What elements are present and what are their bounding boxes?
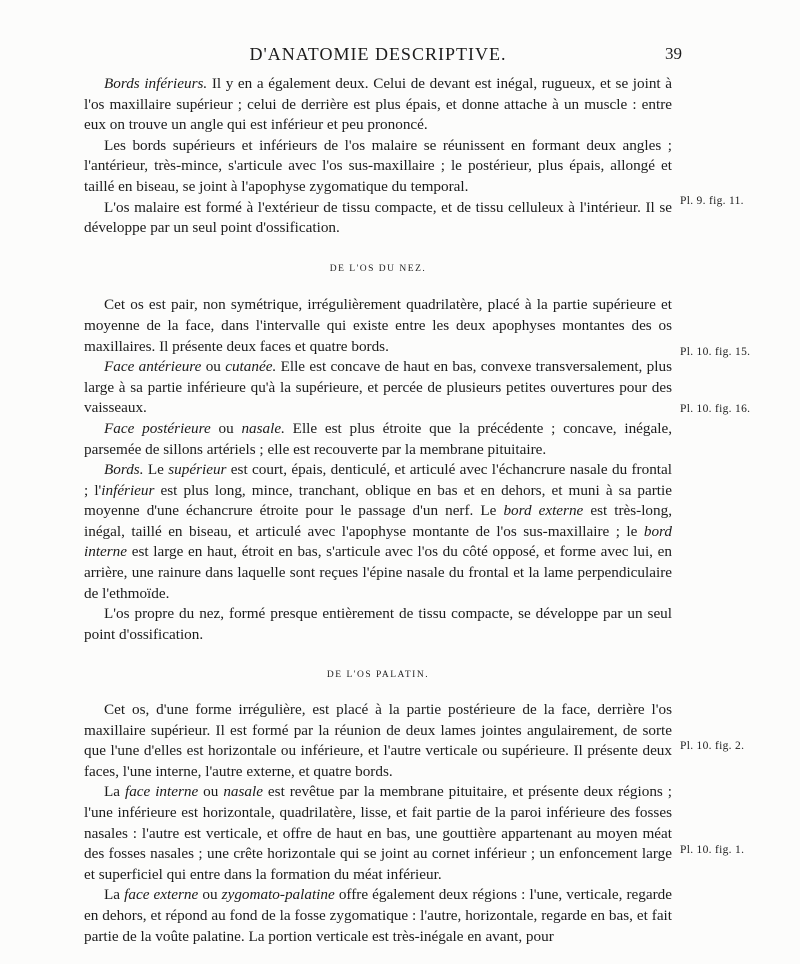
plate-reference: Pl. 10. fig. 1. <box>680 844 745 856</box>
paragraph-text: Elle est concave de haut en bas, convexe transversalement, plus large à sa partie inférieure qu'à la supérieure, et percée de plusieurs petites ouvertures pour des vaisseaux. <box>84 358 672 417</box>
italic-term: face externe <box>124 886 199 904</box>
paragraph-text: Elle est plus étroite que la précédente ; concave, inégale, parsemée de sillons artériels ; elle est recouverte par la membrane pituitaire. <box>84 419 673 458</box>
paragraph-palatin-intro: Cet os, d'une forme irrégulière, est placé à la partie postérieure de la face, derrière l'os maxillaire supérieur. Il est formé par la réunion de deux lames jointes angulairement, de sorte que l'une d'elles est horizontale ou inférieure, et l'autre verticale ou supérieure. Il présente deux faces, l'une interne, l'autre externe, et quatre bords. <box>84 701 672 780</box>
paragraph-text: La <box>104 886 125 904</box>
paragraph-bords-inferieurs <box>84 74 672 136</box>
paragraph-text: ou <box>201 358 226 376</box>
plate-reference: Pl. 10. fig. 2. <box>680 740 745 752</box>
page-header <box>84 44 682 70</box>
paragraph-text: Il y en a également deux. Celui de devant est inégal, rugueux, et se joint à l'os maxillaire supérieur ; celui de derrière est plus épais, et donne attache à un muscle : entre eux on trouve un angle qui est inférieur et peu prononcé. <box>84 75 673 134</box>
paragraph-text: est court, épais, denticulé, et articulé avec l'échancrure nasale du frontal ; l' <box>84 461 672 499</box>
page-number: 39 <box>665 44 682 63</box>
paragraph-text: est revêtue par la membrane pituitaire, et présente deux régions ; l'une inférieure est horizontale, quadrilatère, lisse, et fait partie de la paroi inférieure des fosses nasales : l'autre est verticale, et offre de haut en bas, une gouttière appartenant au moyen méat des fosses nasales ; une crête horizontale qui se joint au cornet inférieur ; un enfoncement large et superficiel qui entre dans la formation du méat inférieur. <box>84 783 672 883</box>
section-title-os-palatin: DE L'OS PALATIN. <box>326 670 430 681</box>
paragraph-text: offre également deux régions : l'une, verticale, regarde en dehors, et répond au fond de la fosse zygomatique : l'autre, horizontale, regarde en bas, et fait partie de la voûte palatine. La portion verticale est très-inégale en avant, pour <box>84 886 673 945</box>
paragraph-text: ou <box>198 886 222 904</box>
italic-term: Face postérieure <box>104 419 211 437</box>
italic-term: zygomato-palatine <box>221 886 335 904</box>
paragraph-text: Le <box>143 461 169 479</box>
paragraph-text: est plus long, mince, tranchant, oblique en bas et en dehors, et muni à sa partie moyenne d'une échancrure étroite pour le passage d'un nerf. Le <box>84 481 672 520</box>
paragraph-face-externe <box>84 885 672 947</box>
italic-term: face interne <box>124 783 199 801</box>
paragraph-os-propre-nez: L'os propre du nez, formé presque entièrement de tissu compacte, se développe par un seul point d'ossification. <box>84 605 672 643</box>
italic-term: inférieur <box>101 481 155 499</box>
paragraph-text: est large en haut, étroit en bas, s'articule avec l'os du côté opposé, et forme avec lui, en arrière, une rainure dans laquelle sont reçues l'épine nasale du frontal et la lame perpendiculaire de l'ethmoïde. <box>84 543 672 602</box>
paragraph-face-interne <box>84 782 672 885</box>
italic-term: nasale <box>223 783 263 801</box>
paragraph-face-anterieure <box>84 357 672 419</box>
paragraph-os-malaire-structure: L'os malaire est formé à l'extérieur de tissu compacte, et de tissu celluleux à l'intérieur. Il se développe par un seul point d'ossification. <box>84 198 672 237</box>
paragraph-bords-nez <box>84 460 672 604</box>
italic-term: supérieur <box>168 461 227 479</box>
paragraph-face-posterieure <box>84 419 672 460</box>
paragraph-os-nez-intro: Cet os est pair, non symétrique, irrégulièrement quadrilatère, placé à la partie supérieure et moyenne de la face, dans l'intervalle qui existe entre les deux apophyses montantes des os maxillaires. Il présente deux faces et quatre bords. <box>84 296 672 355</box>
italic-term: bord externe <box>503 502 584 520</box>
paragraph-text: La <box>104 783 125 801</box>
italic-term: Bords. <box>104 461 144 479</box>
italic-term: Bords inférieurs. <box>104 75 208 92</box>
italic-term: cutanée. <box>225 358 277 376</box>
paragraph-text: ou <box>210 419 242 437</box>
plate-reference: Pl. 9. fig. 11. <box>680 195 744 207</box>
plate-reference: Pl. 10. fig. 15. <box>680 346 751 358</box>
italic-term: Face antérieure <box>104 358 202 376</box>
body-text <box>84 74 672 947</box>
running-title: D'ANATOMIE DESCRIPTIVE. <box>249 44 507 64</box>
italic-term: nasale. <box>241 419 285 437</box>
paragraph-angles: Les bords supérieurs et inférieurs de l'os malaire se réunissent en formant deux angles ; l'antérieur, très-mince, s'articule avec l'os sus-maxillaire ; le postérieur, plus épais, allongé et taillé en biseau, se joint à l'apophyse zygomatique du temporal. <box>84 136 672 195</box>
paragraph-text: est très-long, inégal, taillé en biseau, et articulé avec l'apophyse montante de l'os sus-maxillaire ; le <box>84 502 673 540</box>
italic-term: bord interne <box>84 522 672 561</box>
section-title-os-du-nez: DE L'OS DU NEZ. <box>329 263 427 274</box>
paragraph-text: ou <box>198 783 224 801</box>
plate-reference: Pl. 10. fig. 16. <box>680 403 751 415</box>
